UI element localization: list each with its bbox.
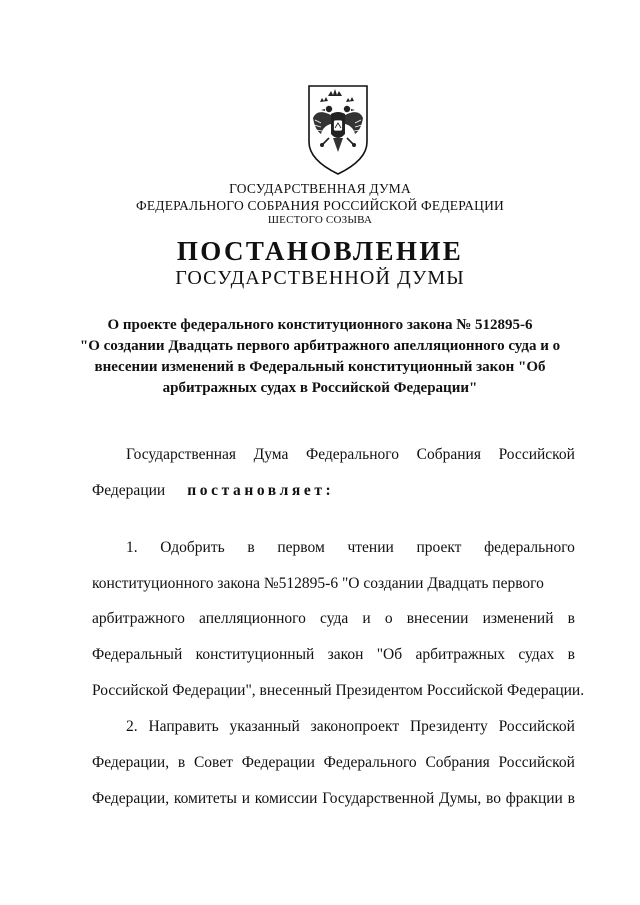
item-1-line-2: конституционного закона №512895-6 "О создании Двадцать первого [92, 575, 544, 592]
word: Российской [498, 754, 575, 771]
word: конституционный [195, 646, 315, 663]
bill-title-line-4: арбитражных судах в Российской Федерации" [162, 380, 478, 396]
item-1-line-5: Российской Федерации", внесенный Президентом Российской Федерации. [92, 682, 585, 699]
word: внесении [406, 610, 469, 627]
word: фракции [505, 790, 563, 807]
word: указанный [229, 718, 300, 735]
preamble-line-1 [126, 446, 575, 464]
coat-of-arms-emblem [303, 82, 373, 177]
preamble-word: Федерального [305, 446, 400, 463]
preamble-word: Собрания [416, 446, 481, 463]
word: о [384, 610, 393, 627]
word: и [362, 610, 371, 627]
word: Федерации, [92, 754, 170, 771]
word: 1. [126, 539, 138, 556]
word: Президенту [409, 718, 488, 735]
item-2-line-3 [92, 790, 575, 808]
word: чтении [347, 539, 394, 556]
word: во [486, 790, 501, 807]
word: законопроект [310, 718, 400, 735]
item-2-line-1 [126, 718, 575, 736]
preamble-line-2 [92, 482, 575, 500]
word: комиссии [254, 790, 318, 807]
preamble-word: Российской [498, 446, 575, 463]
word: проект [416, 539, 462, 556]
word: федерального [484, 539, 575, 556]
word: в [567, 610, 575, 627]
word: Совет [193, 754, 233, 771]
word: Федерации [241, 754, 315, 771]
item-1-line-1 [126, 539, 575, 557]
header-line-3: ШЕСТОГО СОЗЫВА [267, 214, 373, 226]
word: первом [277, 539, 325, 556]
preamble-word: Федерации [92, 482, 166, 499]
item-1-line-3 [92, 610, 575, 628]
word: комитеты [173, 790, 237, 807]
word: арбитражных [415, 646, 506, 663]
word: 2. [126, 718, 138, 735]
word: судах [518, 646, 555, 663]
word: Направить [148, 718, 219, 735]
word: Федерального [323, 754, 417, 771]
preamble-word: Государственная [126, 446, 237, 463]
preamble-word: Дума [253, 446, 289, 463]
word: в [567, 646, 575, 663]
item-2-line-2 [92, 754, 575, 772]
word: закон [327, 646, 364, 663]
word: в [567, 790, 575, 807]
word: апелляционного [199, 610, 306, 627]
word: Собрания [425, 754, 490, 771]
bill-title-line-2: "О создании Двадцать первого арбитражного апелляционного суда и о [79, 338, 561, 354]
word: Федерации, [92, 790, 170, 807]
word: Думы, [439, 790, 482, 807]
bill-title-line-1: О проекте федерального конституционного закона № 512895-6 [107, 317, 533, 333]
word: изменений [482, 610, 554, 627]
word: Российской [498, 718, 575, 735]
document-subtitle: ГОСУДАРСТВЕННОЙ ДУМЫ [175, 267, 465, 289]
header-line-2: ФЕДЕРАЛЬНОГО СОБРАНИЯ РОССИЙСКОЙ ФЕДЕРАЦИИ [136, 198, 504, 213]
word: Одобрить [160, 539, 225, 556]
word: арбитражного [92, 610, 185, 627]
resolves-word: постановляет: [187, 482, 335, 499]
word: Государственной [322, 790, 435, 807]
word: "Об [376, 646, 403, 663]
header-line-1: ГОСУДАРСТВЕННАЯ ДУМА [229, 181, 411, 196]
word: и [241, 790, 251, 807]
item-1-line-4 [92, 646, 575, 664]
document-title: ПОСТАНОВЛЕНИЕ [176, 236, 464, 266]
word: в [247, 539, 255, 556]
bill-title-line-3: внесении изменений в Федеральный конституционный закон "Об [94, 359, 546, 375]
word: в [177, 754, 186, 771]
word: Федеральный [92, 646, 183, 663]
word: суда [320, 610, 349, 627]
